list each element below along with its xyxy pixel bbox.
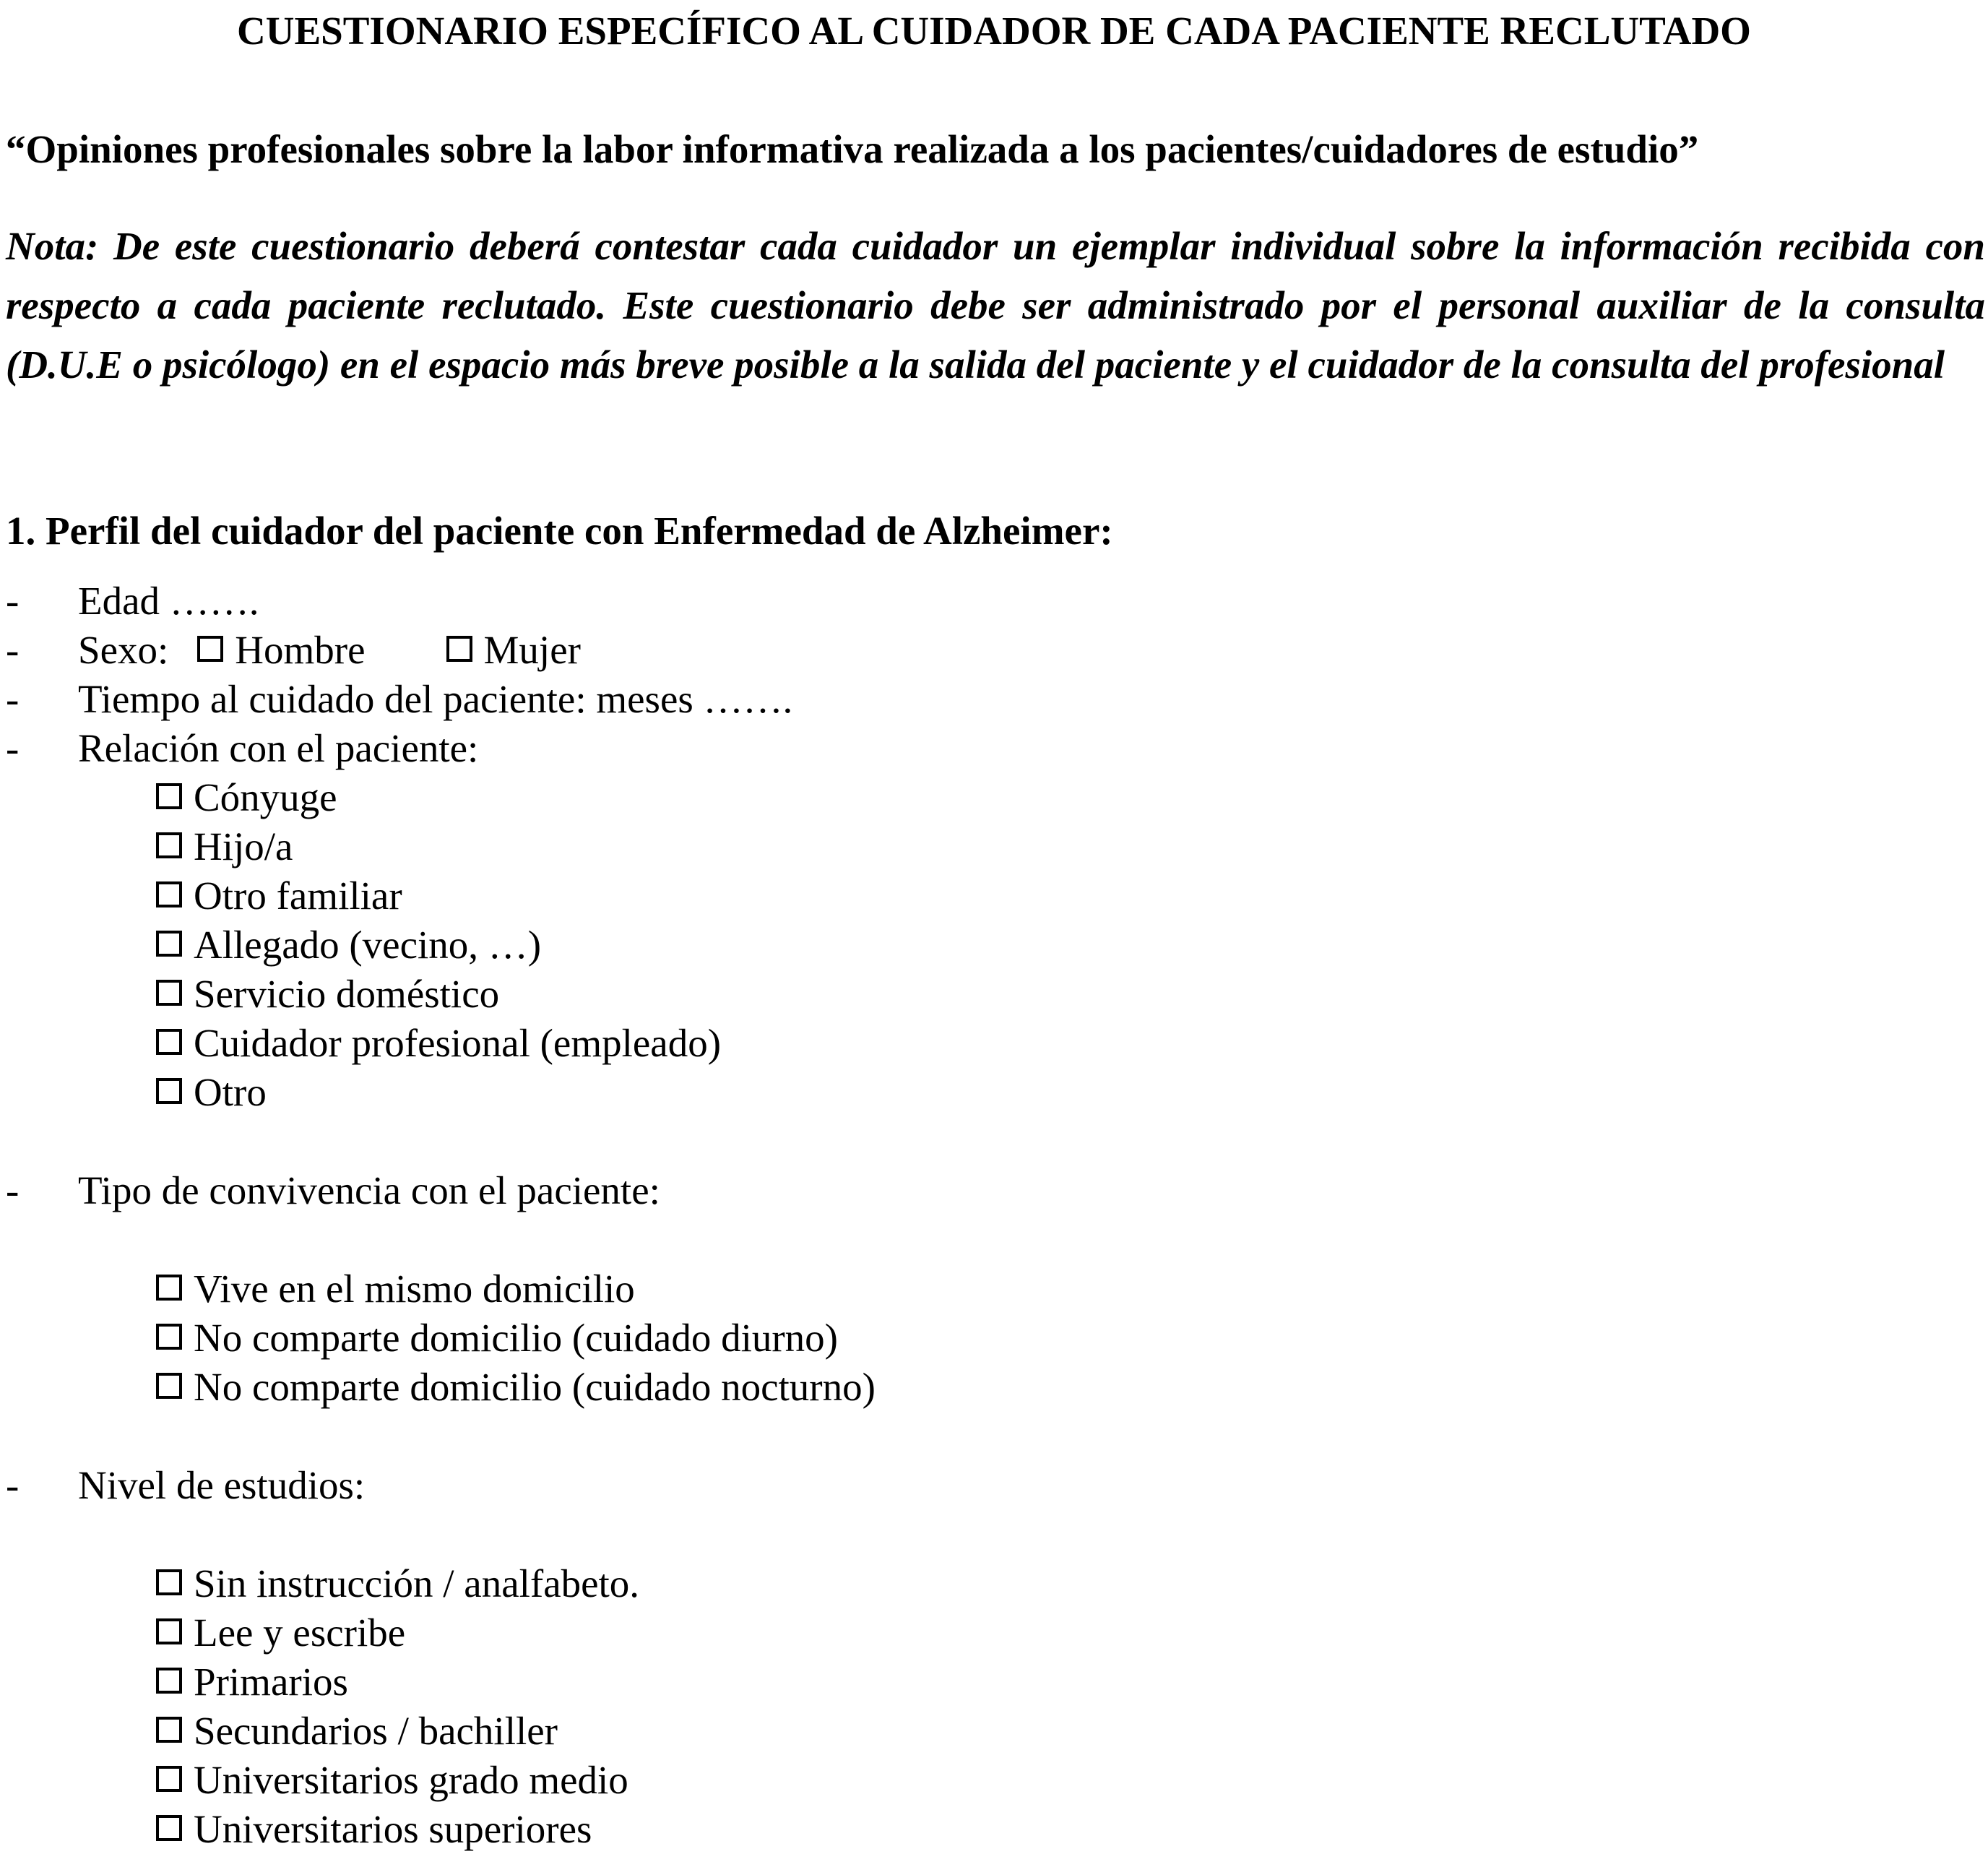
checkbox-icon[interactable] xyxy=(156,1569,182,1595)
cohabitation-option[interactable]: No comparte domicilio (cuidado nocturno) xyxy=(156,1363,876,1412)
bullet-dash: - xyxy=(6,677,20,721)
checkbox-icon[interactable] xyxy=(156,783,182,809)
relationship-option[interactable]: Cuidador profesional (empleado) xyxy=(156,1019,721,1068)
checkbox-icon[interactable] xyxy=(156,1373,182,1399)
bullet-dash: - xyxy=(6,579,20,623)
checkbox-icon[interactable] xyxy=(156,1275,182,1301)
relationship-option[interactable]: Cónyuge xyxy=(156,773,337,822)
checkbox-icon[interactable] xyxy=(156,1815,182,1841)
questionnaire-subtitle: “Opiniones profesionales sobre la labor informativa realizada a los pacientes/cuidadores de estudio” xyxy=(6,127,1699,171)
care-time-field[interactable]: Tiempo al cuidado del paciente: meses ……. xyxy=(78,677,793,721)
cohabitation-label: Tipo de convivencia con el paciente: xyxy=(78,1168,660,1212)
checkbox-icon[interactable] xyxy=(156,881,182,907)
checkbox-icon[interactable] xyxy=(156,1078,182,1104)
education-option[interactable]: Primarios xyxy=(156,1657,348,1707)
education-option[interactable]: Universitarios superiores xyxy=(156,1805,592,1854)
checkbox-icon[interactable] xyxy=(156,1029,182,1055)
sex-option-hombre[interactable]: Hombre xyxy=(197,626,365,675)
checkbox-icon[interactable] xyxy=(156,1717,182,1743)
education-option[interactable]: Lee y escribe xyxy=(156,1608,405,1657)
checkbox-icon[interactable] xyxy=(156,1766,182,1792)
bullet-dash: - xyxy=(6,628,20,672)
cohabitation-option[interactable]: No comparte domicilio (cuidado diurno) xyxy=(156,1314,838,1363)
page-title: CUESTIONARIO ESPECÍFICO AL CUIDADOR DE CADA PACIENTE RECLUTADO xyxy=(237,9,1751,53)
education-option[interactable]: Secundarios / bachiller xyxy=(156,1707,558,1756)
sex-label: Sexo: xyxy=(78,628,169,672)
relationship-label: Relación con el paciente: xyxy=(78,726,479,770)
checkbox-icon[interactable] xyxy=(156,931,182,957)
checkbox-icon[interactable] xyxy=(156,832,182,858)
checkbox-icon[interactable] xyxy=(156,980,182,1006)
checkbox-icon[interactable] xyxy=(197,636,223,662)
sex-option-mujer[interactable]: Mujer xyxy=(446,626,581,675)
checkbox-icon[interactable] xyxy=(446,636,472,662)
checkbox-icon[interactable] xyxy=(156,1618,182,1644)
bullet-dash: - xyxy=(6,1463,20,1507)
relationship-option[interactable]: Otro familiar xyxy=(156,871,402,920)
education-option[interactable]: Sin instrucción / analfabeto. xyxy=(156,1559,639,1608)
relationship-option[interactable]: Otro xyxy=(156,1068,267,1117)
checkbox-icon[interactable] xyxy=(156,1324,182,1350)
age-field[interactable]: Edad ……. xyxy=(78,579,259,623)
section-heading: 1. Perfil del cuidador del paciente con Enfermedad de Alzheimer: xyxy=(6,509,1113,553)
education-option[interactable]: Universitarios grado medio xyxy=(156,1756,628,1805)
bullet-dash: - xyxy=(6,726,20,770)
checkbox-icon[interactable] xyxy=(156,1668,182,1694)
sex-row xyxy=(78,626,581,675)
relationship-option[interactable]: Servicio doméstico xyxy=(156,970,499,1019)
education-label: Nivel de estudios: xyxy=(78,1463,366,1507)
relationship-option[interactable]: Hijo/a xyxy=(156,822,293,871)
instructions-note: Nota: De este cuestionario deberá contestar cada cuidador un ejemplar individual sobre la información recibida con respecto a cada paciente reclutado. Este cuestionario debe ser administrado por el personal auxiliar de la consulta (D.U.E o psicólogo) en el espacio más breve posible a la salida del paciente y el cuidador de la consulta del profesional xyxy=(6,224,1985,387)
relationship-option[interactable]: Allegado (vecino, …) xyxy=(156,920,541,970)
cohabitation-option[interactable]: Vive en el mismo domicilio xyxy=(156,1264,635,1314)
bullet-dash: - xyxy=(6,1168,20,1212)
